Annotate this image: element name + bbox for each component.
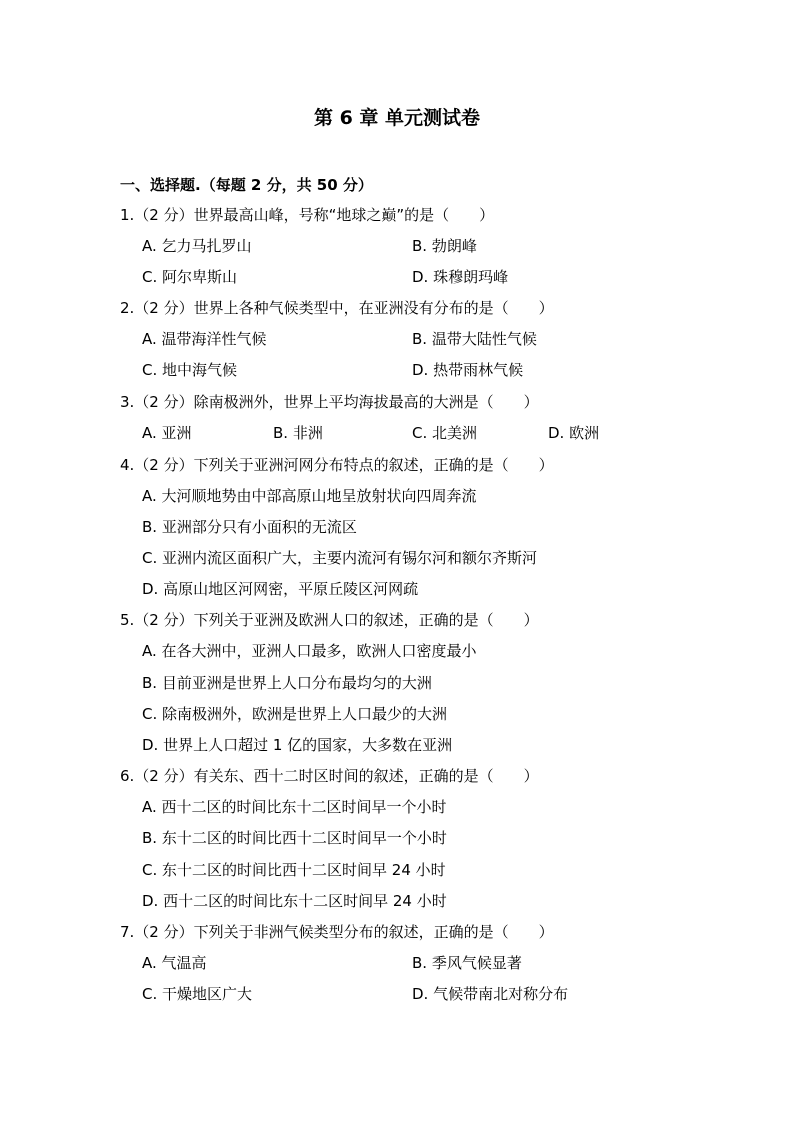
question-4-option-b: B. 亚洲部分只有小面积的无流区 <box>142 518 357 536</box>
question-2-option-c: C. 地中海气候 <box>142 361 238 379</box>
question-7-option-a: A. 气温高 <box>142 954 207 972</box>
question-1-option-b: B. 勃朗峰 <box>412 237 477 255</box>
question-3-option-a: A. 亚洲 <box>142 424 192 442</box>
question-3-option-d: D. 欧洲 <box>548 424 600 442</box>
question-6-option-d: D. 西十二区的时间比东十二区时间早 24 小时 <box>142 892 447 910</box>
section-title: 一、选择题.（每题 2 分，共 50 分） <box>120 176 373 194</box>
question-4-option-c: C. 亚洲内流区面积广大，主要内流河有锡尔河和额尔齐斯河 <box>142 549 538 567</box>
question-4-option-a: A. 大河顺地势由中部高原山地呈放射状向四周奔流 <box>142 487 477 505</box>
question-5-option-d: D. 世界上人口超过 1 亿的国家，大多数在亚洲 <box>142 736 453 754</box>
question-7-stem: 7.（2 分）下列关于非洲气候类型分布的叙述，正确的是（ ） <box>120 923 554 941</box>
question-7-option-c: C. 干燥地区广大 <box>142 985 253 1003</box>
question-3-option-b: B. 非洲 <box>273 424 323 442</box>
question-1-option-d: D. 珠穆朗玛峰 <box>412 268 509 286</box>
question-6-option-a: A. 西十二区的时间比东十二区时间早一个小时 <box>142 798 447 816</box>
question-2-stem: 2.（2 分）世界上各种气候类型中，在亚洲没有分布的是（ ） <box>120 299 554 317</box>
question-2-option-b: B. 温带大陆性气候 <box>412 330 537 348</box>
question-7-option-b: B. 季风气候显著 <box>412 954 522 972</box>
question-4-stem: 4.（2 分）下列关于亚洲河网分布特点的叙述，正确的是（ ） <box>120 456 554 474</box>
question-4-option-d: D. 高原山地区河网密，平原丘陵区河网疏 <box>142 580 419 598</box>
question-6-stem: 6.（2 分）有关东、西十二时区时间的叙述，正确的是（ ） <box>120 767 539 785</box>
question-3-stem: 3.（2 分）除南极洲外，世界上平均海拔最高的大洲是（ ） <box>120 393 539 411</box>
question-1-option-a: A. 乞力马扎罗山 <box>142 237 252 255</box>
question-5-option-b: B. 目前亚洲是世界上人口分布最均匀的大洲 <box>142 674 432 692</box>
question-2-option-a: A. 温带海洋性气候 <box>142 330 267 348</box>
question-3-option-c: C. 北美洲 <box>412 424 478 442</box>
question-2-option-d: D. 热带雨林气候 <box>412 361 524 379</box>
question-5-stem: 5.（2 分）下列关于亚洲及欧洲人口的叙述，正确的是（ ） <box>120 611 539 629</box>
question-1-option-c: C. 阿尔卑斯山 <box>142 268 238 286</box>
question-6-option-b: B. 东十二区的时间比西十二区时间早一个小时 <box>142 829 447 847</box>
page-title: 第 6 章 单元测试卷 <box>313 107 481 129</box>
question-6-option-c: C. 东十二区的时间比西十二区时间早 24 小时 <box>142 861 446 879</box>
question-7-option-d: D. 气候带南北对称分布 <box>412 985 569 1003</box>
question-1-stem: 1.（2 分）世界最高山峰，号称“地球之巅”的是（ ） <box>120 206 495 224</box>
question-5-option-c: C. 除南极洲外，欧洲是世界上人口最少的大洲 <box>142 705 448 723</box>
question-5-option-a: A. 在各大洲中，亚洲人口最多，欧洲人口密度最小 <box>142 642 477 660</box>
